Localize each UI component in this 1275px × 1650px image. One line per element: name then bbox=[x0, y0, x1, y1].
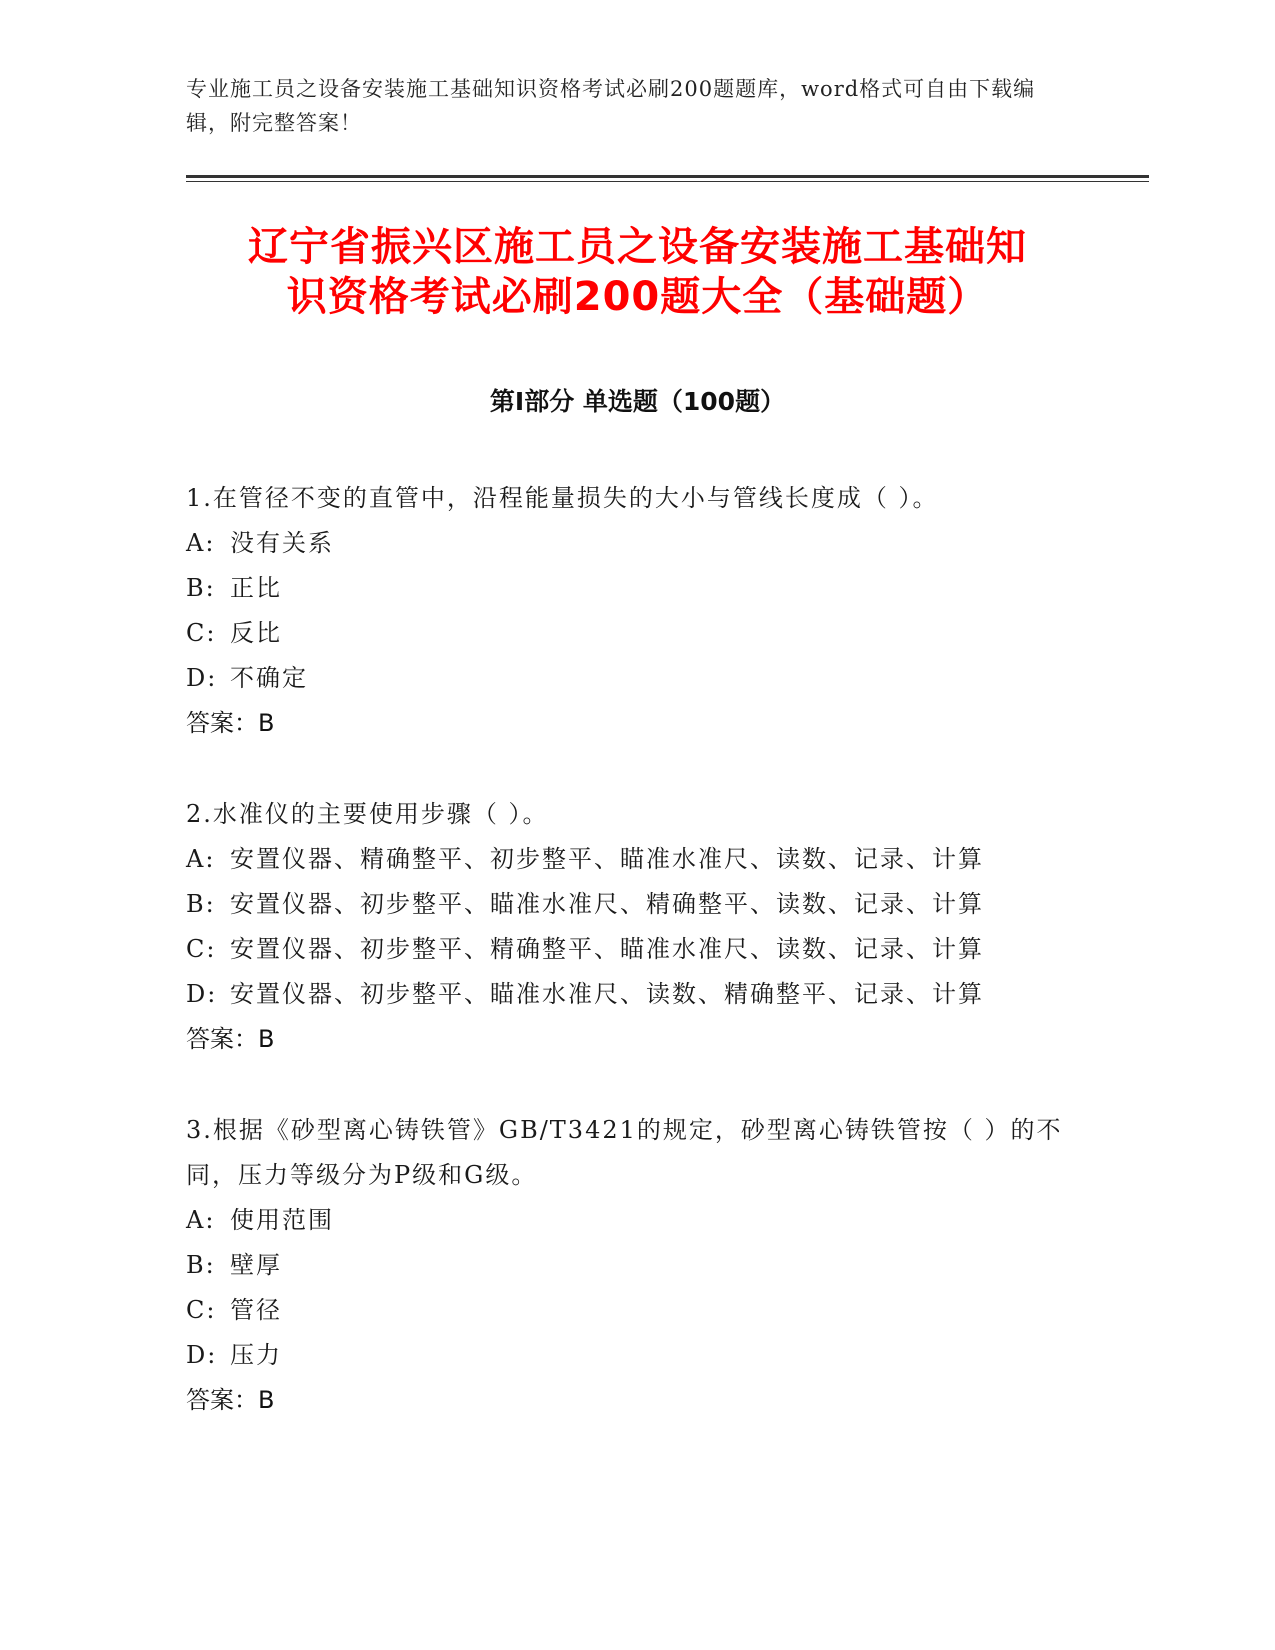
option-d bbox=[186, 1333, 1086, 1378]
title-line-1: 辽宁省振兴区施工员之设备安装施工基础知 bbox=[248, 224, 1027, 270]
option-text: 不确定 bbox=[230, 664, 308, 692]
option-d bbox=[186, 972, 1086, 1017]
answer-label: 答案：B bbox=[186, 709, 275, 737]
option-text: 反比 bbox=[230, 619, 282, 647]
option-text: 管径 bbox=[230, 1296, 282, 1324]
question-list bbox=[186, 476, 1086, 1469]
option-b bbox=[186, 1243, 1086, 1288]
option-d bbox=[186, 656, 1086, 701]
option-text: 压力 bbox=[230, 1341, 282, 1369]
option-text: 正比 bbox=[230, 574, 282, 602]
option-letter: A: bbox=[186, 1206, 216, 1234]
question-stem: 2.水准仪的主要使用步骤（ ）。 bbox=[186, 800, 549, 828]
option-letter: B: bbox=[186, 574, 216, 602]
option-c bbox=[186, 611, 1086, 656]
option-b bbox=[186, 882, 1086, 927]
answer-label: 答案：B bbox=[186, 1386, 275, 1414]
option-letter: D: bbox=[186, 664, 218, 692]
option-letter: A: bbox=[186, 845, 216, 873]
option-letter: C: bbox=[186, 935, 217, 963]
section-title: 第I部分 单选题（100题） bbox=[489, 387, 786, 416]
question-3 bbox=[186, 1108, 1086, 1423]
question-2 bbox=[186, 792, 1086, 1062]
option-letter: A: bbox=[186, 529, 216, 557]
option-letter: C: bbox=[186, 1296, 217, 1324]
option-c bbox=[186, 1288, 1086, 1333]
option-text: 安置仪器、初步整平、瞄准水准尺、精确整平、读数、记录、计算 bbox=[230, 890, 984, 918]
option-letter: D: bbox=[186, 1341, 218, 1369]
option-text: 使用范围 bbox=[230, 1206, 334, 1234]
answer-label: 答案：B bbox=[186, 1025, 275, 1053]
option-letter: B: bbox=[186, 1251, 216, 1279]
question-stem: 3.根据《砂型离心铸铁管》GB/T3421的规定，砂型离心铸铁管按（ ）的不同，压力等级分为P级和G级。 bbox=[186, 1116, 1063, 1189]
option-letter: C: bbox=[186, 619, 217, 647]
option-letter: B: bbox=[186, 890, 216, 918]
header-rule-thin bbox=[186, 181, 1149, 182]
option-c bbox=[186, 927, 1086, 972]
option-letter: D: bbox=[186, 980, 218, 1008]
header-rule-thick bbox=[186, 175, 1149, 178]
option-a bbox=[186, 1198, 1086, 1243]
option-a bbox=[186, 521, 1086, 566]
question-stem: 1.在管径不变的直管中，沿程能量损失的大小与管线长度成（ ）。 bbox=[186, 484, 939, 512]
option-text: 安置仪器、初步整平、瞄准水准尺、读数、精确整平、记录、计算 bbox=[230, 980, 984, 1008]
option-text: 没有关系 bbox=[230, 529, 334, 557]
option-text: 壁厚 bbox=[230, 1251, 282, 1279]
header-note: 专业施工员之设备安装施工基础知识资格考试必刷200题题库，word格式可自由下载编辑，附完整答案！ bbox=[186, 77, 1036, 135]
option-text: 安置仪器、初步整平、精确整平、瞄准水准尺、读数、记录、计算 bbox=[230, 935, 984, 963]
option-text: 安置仪器、精确整平、初步整平、瞄准水准尺、读数、记录、计算 bbox=[230, 845, 984, 873]
document-title bbox=[150, 222, 1125, 322]
option-a bbox=[186, 837, 1086, 882]
question-1 bbox=[186, 476, 1086, 746]
option-b bbox=[186, 566, 1086, 611]
title-line-2: 识资格考试必刷200题大全（基础题） bbox=[286, 274, 989, 320]
